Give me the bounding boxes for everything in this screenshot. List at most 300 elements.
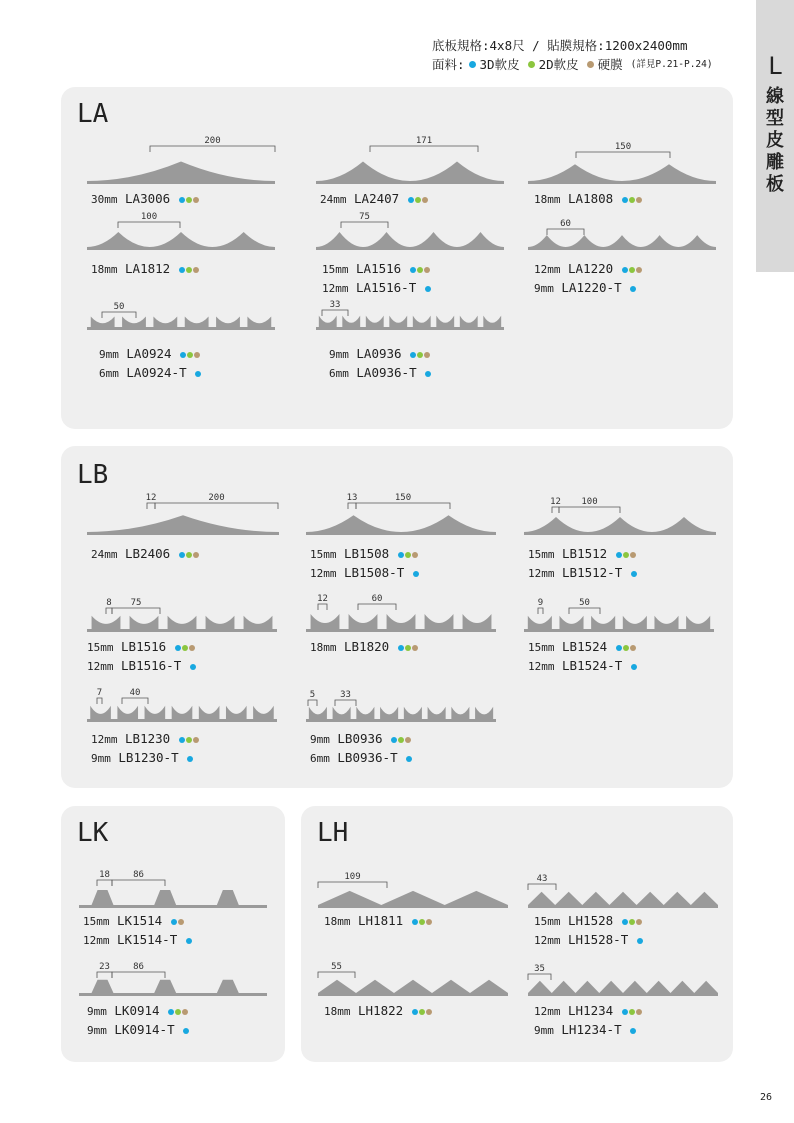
product-labels-lb1524: [528, 638, 637, 676]
product-code: LB1516: [113, 639, 174, 654]
profile-lh1822: [318, 960, 508, 996]
product-labels-lh1822: [324, 1002, 432, 1021]
profile-la0936: [316, 298, 504, 330]
product-row: [528, 657, 637, 676]
dimension-line: [318, 972, 355, 978]
dimension-line: [341, 222, 388, 228]
dimension-label: 23: [99, 962, 110, 972]
green-dot-icon: [419, 919, 425, 925]
chapter-tab: [756, 0, 794, 272]
profile-diagram-lb0936: [306, 688, 496, 722]
tan-dot-icon: [412, 645, 418, 651]
product-row: [534, 190, 642, 209]
thickness-label: 9mm: [310, 733, 330, 746]
product-row: [534, 912, 643, 931]
profile-shape: [316, 232, 504, 250]
dimension-line: [97, 698, 102, 704]
product-code: LB2406: [117, 546, 178, 561]
product-code: LA1808: [560, 191, 621, 206]
thickness-label: 9mm: [329, 348, 349, 361]
product-code: LB1230-T: [110, 750, 187, 765]
thickness-label: 9mm: [87, 1005, 107, 1018]
thickness-label: 15mm: [528, 548, 555, 561]
product-row: [99, 364, 201, 383]
product-labels-lb1820: [310, 638, 418, 657]
dimension-line: [348, 503, 356, 509]
thickness-label: 12mm: [534, 934, 561, 947]
product-code: LB1230: [117, 731, 178, 746]
tan-dot-icon: [193, 737, 199, 743]
thickness-label: 9mm: [91, 752, 111, 765]
section-la-title: LA: [77, 99, 109, 129]
thickness-label: 12mm: [91, 733, 118, 746]
dimension-label: 171: [415, 136, 433, 146]
product-code: LB1512: [554, 546, 615, 561]
blue-dot-icon: [630, 1028, 636, 1034]
green-dot-icon: [528, 61, 535, 68]
material-hard: 硬膜: [597, 57, 623, 72]
dimension-line: [112, 608, 160, 614]
thickness-label: 18mm: [310, 641, 337, 654]
dimension-label: 150: [614, 142, 632, 152]
product-row: [320, 190, 428, 209]
tan-dot-icon: [412, 552, 418, 558]
thickness-label: 15mm: [528, 641, 555, 654]
product-row: [310, 730, 412, 749]
dimension-label: 12: [317, 594, 328, 604]
product-code: LB1524-T: [554, 658, 630, 673]
green-dot-icon: [186, 197, 192, 203]
dimension-label: 150: [394, 493, 412, 503]
profile-diagram-lb1516: [87, 596, 277, 632]
product-code: LH1528-T: [560, 932, 636, 947]
blue-dot-icon: [179, 737, 185, 743]
thickness-label: 12mm: [83, 934, 110, 947]
profile-lh1528: [528, 872, 718, 908]
product-row: [87, 657, 196, 676]
profile-shape: [87, 317, 275, 331]
blue-dot-icon: [637, 938, 643, 944]
blue-dot-icon: [195, 371, 201, 377]
product-row: [310, 545, 419, 564]
thickness-label: 12mm: [534, 263, 561, 276]
dimension-line: [358, 604, 396, 610]
thickness-label: 18mm: [91, 263, 118, 276]
green-dot-icon: [623, 645, 629, 651]
dimension-label: 86: [133, 962, 144, 972]
product-code: LB1512-T: [554, 565, 630, 580]
dimension-label: 33: [340, 690, 351, 700]
product-code: LA1516: [348, 261, 409, 276]
tan-dot-icon: [194, 352, 200, 358]
blue-dot-icon: [398, 552, 404, 558]
dimension-label: 86: [133, 870, 144, 880]
profile-la1808: [528, 140, 716, 184]
thickness-label: 15mm: [83, 915, 110, 928]
blue-dot-icon: [187, 756, 193, 762]
thickness-label: 6mm: [99, 367, 119, 380]
profile-shape: [524, 517, 716, 535]
profile-diagram-la1516: [316, 210, 504, 250]
material-3d: 3D軟皮: [479, 57, 520, 72]
blue-dot-icon: [179, 552, 185, 558]
blue-dot-icon: [179, 267, 185, 273]
product-row: [310, 749, 412, 768]
profile-diagram-la1220: [528, 217, 716, 250]
product-row: [91, 749, 199, 768]
dimension-line: [318, 882, 387, 888]
dimension-label: 60: [371, 594, 383, 604]
blue-dot-icon: [186, 938, 192, 944]
green-dot-icon: [629, 267, 635, 273]
dimension-line: [102, 312, 136, 318]
profile-lb1524: [524, 596, 714, 632]
blue-dot-icon: [410, 267, 416, 273]
product-row: [528, 564, 637, 583]
tan-dot-icon: [636, 1009, 642, 1015]
tan-dot-icon: [422, 197, 428, 203]
product-labels-la3006: [91, 190, 199, 209]
profile-diagram-la0924: [87, 300, 275, 330]
profile-diagram-lb1508: [306, 491, 496, 535]
blue-dot-icon: [408, 197, 414, 203]
profile-lk0914: [79, 960, 267, 996]
page-ref-note: (詳見P.21-P.24): [630, 59, 713, 70]
dimension-label: 12: [145, 493, 157, 503]
dimension-line: [528, 884, 556, 890]
material-legend: [432, 55, 713, 74]
product-row: [324, 912, 432, 931]
dimension-label: 12: [550, 497, 561, 507]
dimension-label: 100: [581, 497, 598, 507]
section-lh-title: LH: [317, 818, 349, 848]
profile-diagram-la3006: [87, 134, 275, 184]
profile-diagram-lb1524: [524, 596, 714, 632]
tan-dot-icon: [193, 197, 199, 203]
profile-shape: [528, 981, 718, 996]
product-labels-lh1528: [534, 912, 643, 950]
profile-shape: [87, 162, 275, 185]
blue-dot-icon: [406, 756, 412, 762]
profile-shape: [306, 707, 496, 722]
tan-dot-icon: [424, 267, 430, 273]
blue-dot-icon: [622, 1009, 628, 1015]
dimension-label: 35: [534, 964, 545, 974]
green-dot-icon: [405, 645, 411, 651]
product-code: LK1514-T: [109, 932, 185, 947]
profile-shape: [528, 892, 718, 908]
blue-dot-icon: [631, 571, 637, 577]
product-row: [310, 564, 419, 583]
profile-lb1508: [306, 491, 496, 535]
tan-dot-icon: [193, 267, 199, 273]
product-labels-la1812: [91, 260, 199, 279]
dimension-label: 50: [113, 302, 125, 312]
thickness-label: 15mm: [87, 641, 114, 654]
product-code: LK0914: [106, 1003, 168, 1018]
product-row: [329, 364, 431, 383]
product-row: [91, 730, 199, 749]
tan-dot-icon: [189, 645, 195, 651]
dimension-line: [552, 507, 559, 513]
product-row: [534, 1021, 642, 1040]
board-spec-text: 底板規格:4x8尺 / 貼膜規格:1200x2400mm: [432, 38, 688, 53]
dimension-line: [97, 972, 112, 978]
product-row: [83, 912, 192, 931]
thickness-label: 18mm: [324, 915, 351, 928]
blue-dot-icon: [616, 552, 622, 558]
profile-shape: [79, 980, 267, 996]
dimension-label: 8: [106, 598, 112, 608]
product-code: LH1234: [560, 1003, 621, 1018]
dimension-line: [106, 608, 112, 614]
profile-lb0936: [306, 688, 496, 722]
product-code: LH1234-T: [553, 1022, 630, 1037]
green-dot-icon: [629, 197, 635, 203]
blue-dot-icon: [410, 352, 416, 358]
product-row: [329, 345, 431, 364]
product-code: LA0936-T: [348, 365, 425, 380]
product-labels-lb1516: [87, 638, 196, 676]
product-row: [87, 1021, 189, 1040]
product-code: LH1822: [350, 1003, 411, 1018]
thickness-label: 12mm: [310, 567, 337, 580]
dimension-line: [569, 608, 600, 614]
blue-dot-icon: [425, 286, 431, 292]
dimension-label: 200: [208, 493, 225, 503]
blue-dot-icon: [412, 1009, 418, 1015]
blue-dot-icon: [171, 919, 177, 925]
blue-dot-icon: [190, 664, 196, 670]
thickness-label: 9mm: [534, 282, 554, 295]
product-labels-lh1234: [534, 1002, 642, 1040]
material-2d: 2D軟皮: [538, 57, 579, 72]
green-dot-icon: [186, 267, 192, 273]
product-code: LK1514: [109, 913, 170, 928]
green-dot-icon: [415, 197, 421, 203]
dimension-line: [318, 604, 327, 610]
thickness-label: 30mm: [91, 193, 118, 206]
product-row: [534, 260, 642, 279]
tan-dot-icon: [587, 61, 594, 68]
green-dot-icon: [623, 552, 629, 558]
thickness-label: 15mm: [534, 915, 561, 928]
product-code: LH1528: [560, 913, 621, 928]
product-code: LB0936: [329, 731, 391, 746]
profile-shape: [87, 515, 279, 535]
profile-la1516: [316, 210, 504, 250]
blue-dot-icon: [630, 286, 636, 292]
dimension-line: [112, 880, 165, 886]
dimension-label: 33: [329, 300, 341, 310]
dimension-line: [308, 700, 317, 706]
dimension-line: [576, 152, 670, 158]
product-labels-lb2406: [91, 545, 199, 564]
profile-shape: [87, 706, 277, 722]
dimension-line: [147, 503, 155, 509]
green-dot-icon: [629, 919, 635, 925]
dimension-line: [118, 222, 180, 228]
dimension-label: 13: [346, 493, 358, 503]
product-labels-la0936: [329, 345, 431, 383]
blue-dot-icon: [469, 61, 476, 68]
profile-diagram-la1808: [528, 140, 716, 184]
product-labels-la2407: [320, 190, 428, 209]
profile-diagram-lh1528: [528, 872, 718, 908]
product-code: LB1820: [336, 639, 397, 654]
product-code: LB1508-T: [336, 565, 412, 580]
profile-lb2406: [87, 491, 279, 535]
product-row: [534, 279, 642, 298]
product-labels-lb1512: [528, 545, 637, 583]
product-row: [324, 1002, 432, 1021]
dimension-label: 200: [204, 136, 221, 146]
product-code: LA1220-T: [553, 280, 630, 295]
profile-la1220: [528, 217, 716, 250]
tan-dot-icon: [426, 919, 432, 925]
thickness-label: 24mm: [320, 193, 347, 206]
thickness-label: 18mm: [324, 1005, 351, 1018]
dimension-line: [356, 503, 450, 509]
page-number: 26: [760, 1092, 773, 1103]
green-dot-icon: [182, 645, 188, 651]
thickness-label: 15mm: [310, 548, 337, 561]
tan-dot-icon: [636, 919, 642, 925]
product-code: LA1812: [117, 261, 178, 276]
product-row: [87, 638, 196, 657]
blue-dot-icon: [622, 267, 628, 273]
blue-dot-icon: [622, 197, 628, 203]
product-labels-la1516: [322, 260, 431, 298]
profile-lh1234: [528, 962, 718, 996]
dimension-label: 43: [536, 874, 548, 884]
dimension-line: [538, 608, 543, 614]
profile-shape: [528, 235, 716, 250]
product-labels-la1808: [534, 190, 642, 209]
tan-dot-icon: [405, 737, 411, 743]
section-lh-panel: [301, 806, 733, 1062]
dimension-line: [150, 146, 275, 152]
profile-shape: [524, 616, 714, 632]
blue-dot-icon: [616, 645, 622, 651]
profile-shape: [318, 891, 508, 908]
chapter-title: 線 型 皮 雕 板: [766, 86, 784, 195]
product-row: [91, 545, 199, 564]
profile-diagram-la1812: [87, 210, 275, 250]
spec-header: [432, 36, 713, 74]
blue-dot-icon: [631, 664, 637, 670]
profile-shape: [528, 164, 716, 184]
thickness-label: 6mm: [329, 367, 349, 380]
dimension-line: [122, 698, 148, 704]
dimension-label: 9: [537, 598, 544, 608]
profile-shape: [306, 614, 496, 632]
profile-diagram-lk0914: [79, 960, 267, 996]
profile-lb1820: [306, 592, 496, 632]
green-dot-icon: [417, 267, 423, 273]
product-labels-lk1514: [83, 912, 192, 950]
dimension-label: 60: [560, 219, 571, 229]
thickness-label: 9mm: [534, 1024, 554, 1037]
profile-diagram-lh1811: [318, 870, 508, 908]
tan-dot-icon: [636, 267, 642, 273]
product-code: LB0936-T: [329, 750, 406, 765]
product-row: [83, 931, 192, 950]
profile-la1812: [87, 210, 275, 250]
dimension-line: [370, 146, 478, 152]
product-labels-lh1811: [324, 912, 432, 931]
product-labels-lk0914: [87, 1002, 189, 1040]
product-row: [322, 279, 431, 298]
blue-dot-icon: [391, 737, 397, 743]
blue-dot-icon: [180, 352, 186, 358]
product-row: [99, 345, 201, 364]
profile-diagram-la2407: [316, 134, 504, 184]
product-labels-lb1230: [91, 730, 199, 768]
product-code: LA1220: [560, 261, 621, 276]
profile-shape: [87, 616, 277, 632]
thickness-label: 24mm: [91, 548, 118, 561]
blue-dot-icon: [183, 1028, 189, 1034]
green-dot-icon: [186, 552, 192, 558]
blue-dot-icon: [425, 371, 431, 377]
product-row: [534, 931, 643, 950]
dimension-line: [335, 700, 356, 706]
green-dot-icon: [175, 1009, 181, 1015]
green-dot-icon: [405, 552, 411, 558]
dimension-label: 50: [579, 598, 590, 608]
thickness-label: 9mm: [99, 348, 119, 361]
green-dot-icon: [187, 352, 193, 358]
tan-dot-icon: [426, 1009, 432, 1015]
product-code: LH1811: [350, 913, 411, 928]
blue-dot-icon: [168, 1009, 174, 1015]
green-dot-icon: [629, 1009, 635, 1015]
profile-la0924: [87, 300, 275, 330]
profile-la2407: [316, 134, 504, 184]
thickness-label: 12mm: [528, 567, 555, 580]
dimension-label: 7: [96, 688, 103, 698]
product-row: [528, 545, 637, 564]
profile-diagram-lb1820: [306, 592, 496, 632]
dimension-line: [528, 974, 551, 980]
profile-shape: [316, 162, 504, 185]
green-dot-icon: [186, 737, 192, 743]
thickness-label: 15mm: [322, 263, 349, 276]
profile-diagram-lk1514: [79, 868, 267, 908]
product-code: LA0924: [118, 346, 180, 361]
profile-shape: [306, 515, 496, 535]
thickness-label: 18mm: [534, 193, 561, 206]
green-dot-icon: [419, 1009, 425, 1015]
profile-shape: [79, 890, 267, 908]
profile-la3006: [87, 134, 275, 184]
profile-diagram-lh1234: [528, 962, 718, 996]
section-lk-title: LK: [77, 818, 109, 848]
product-row: [91, 190, 199, 209]
product-code: LB1524: [554, 639, 615, 654]
profile-lb1230: [87, 686, 277, 722]
thickness-label: 12mm: [534, 1005, 561, 1018]
blue-dot-icon: [179, 197, 185, 203]
blue-dot-icon: [398, 645, 404, 651]
product-row: [91, 260, 199, 279]
product-row: [534, 1002, 642, 1021]
product-code: LA0936: [348, 346, 410, 361]
product-row: [528, 638, 637, 657]
dimension-label: 75: [130, 598, 142, 608]
profile-lk1514: [79, 868, 267, 908]
